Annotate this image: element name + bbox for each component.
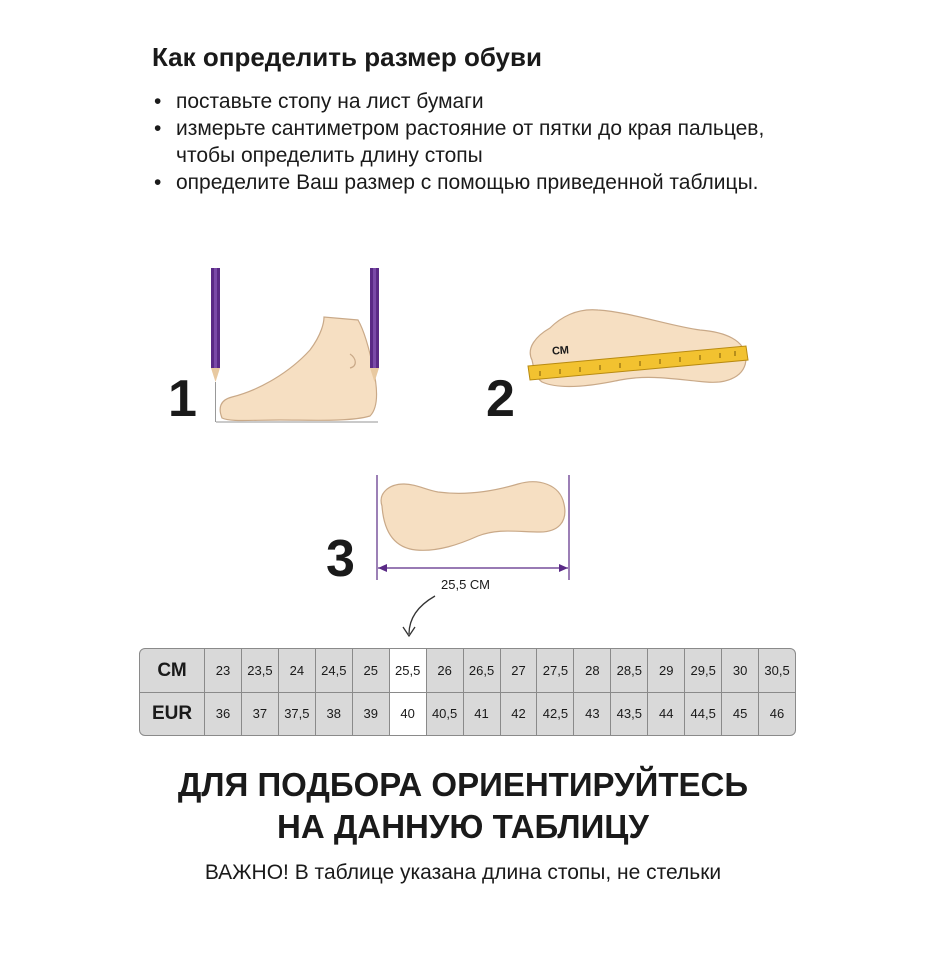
eur-header: EUR	[151, 702, 193, 724]
footprint-dimension-illustration	[368, 470, 578, 585]
eur-cell: 40	[389, 693, 426, 735]
cm-cell: 26	[426, 649, 463, 692]
eur-cell: 41	[463, 693, 500, 735]
cm-cell: 27	[500, 649, 537, 692]
pencil-right-icon	[370, 268, 379, 382]
slogan	[0, 764, 926, 848]
eur-cell: 42	[500, 693, 537, 735]
eur-cell: 44	[647, 693, 684, 735]
instruction-step: • поставьте стопу на лист бумаги	[152, 88, 812, 115]
cm-cell: 23,5	[241, 649, 278, 692]
important-note: ВАЖНО! В таблице указана длина стопы, не стельки	[204, 861, 722, 884]
eur-cell: 42,5	[536, 693, 573, 735]
cm-cell: 23	[204, 649, 241, 692]
eur-cell: 37	[241, 693, 278, 735]
eur-cell: 43	[573, 693, 610, 735]
foot-side-illustration	[200, 262, 390, 432]
cm-cell: 24,5	[315, 649, 352, 692]
cm-cell: 30,5	[758, 649, 795, 692]
instruction-step: • определите Ваш размер с помощью приведенной таблицы.	[152, 169, 812, 196]
eur-cell: 37,5	[278, 693, 315, 735]
cm-cell: 25,5	[389, 649, 426, 692]
page-title: Как определить размер обуви	[152, 42, 542, 72]
size-table	[139, 648, 796, 736]
slogan-line-1: ДЛЯ ПОДБОРА ОРИЕНТИРУЙТЕСЬ	[177, 766, 749, 803]
eur-cell: 43,5	[610, 693, 647, 735]
cm-cell: 28,5	[610, 649, 647, 692]
cm-cell: 30	[721, 649, 758, 692]
eur-cell: 40,5	[426, 693, 463, 735]
instruction-step: • измерьте сантиметром растояние от пятки до края пальцев, чтобы определить длину стопы	[152, 115, 812, 169]
tape-label: СМ	[551, 344, 570, 358]
instruction-list	[152, 88, 812, 196]
eur-cell: 38	[315, 693, 352, 735]
cm-row	[140, 649, 795, 692]
eur-cell: 45	[721, 693, 758, 735]
step-number-1: 1	[168, 370, 197, 428]
cm-cell: 24	[278, 649, 315, 692]
step-number-3: 3	[326, 530, 355, 588]
slogan-line-2: НА ДАННУЮ ТАБЛИЦУ	[277, 808, 649, 845]
eur-cell: 44,5	[684, 693, 721, 735]
pencil-left-icon	[211, 268, 220, 422]
eur-cell: 39	[352, 693, 389, 735]
cm-cell: 29	[647, 649, 684, 692]
curved-arrow-icon	[395, 592, 440, 642]
cm-cell: 25	[352, 649, 389, 692]
cm-cell: 28	[573, 649, 610, 692]
cm-cell: 29,5	[684, 649, 721, 692]
cm-cell: 26,5	[463, 649, 500, 692]
eur-cell: 36	[204, 693, 241, 735]
step-number-2: 2	[486, 370, 515, 428]
eur-row	[140, 692, 795, 735]
eur-cell: 46	[758, 693, 795, 735]
cm-cell: 27,5	[536, 649, 573, 692]
cm-header: СМ	[157, 659, 187, 681]
dimension-label: 25,5 СМ	[441, 577, 490, 592]
